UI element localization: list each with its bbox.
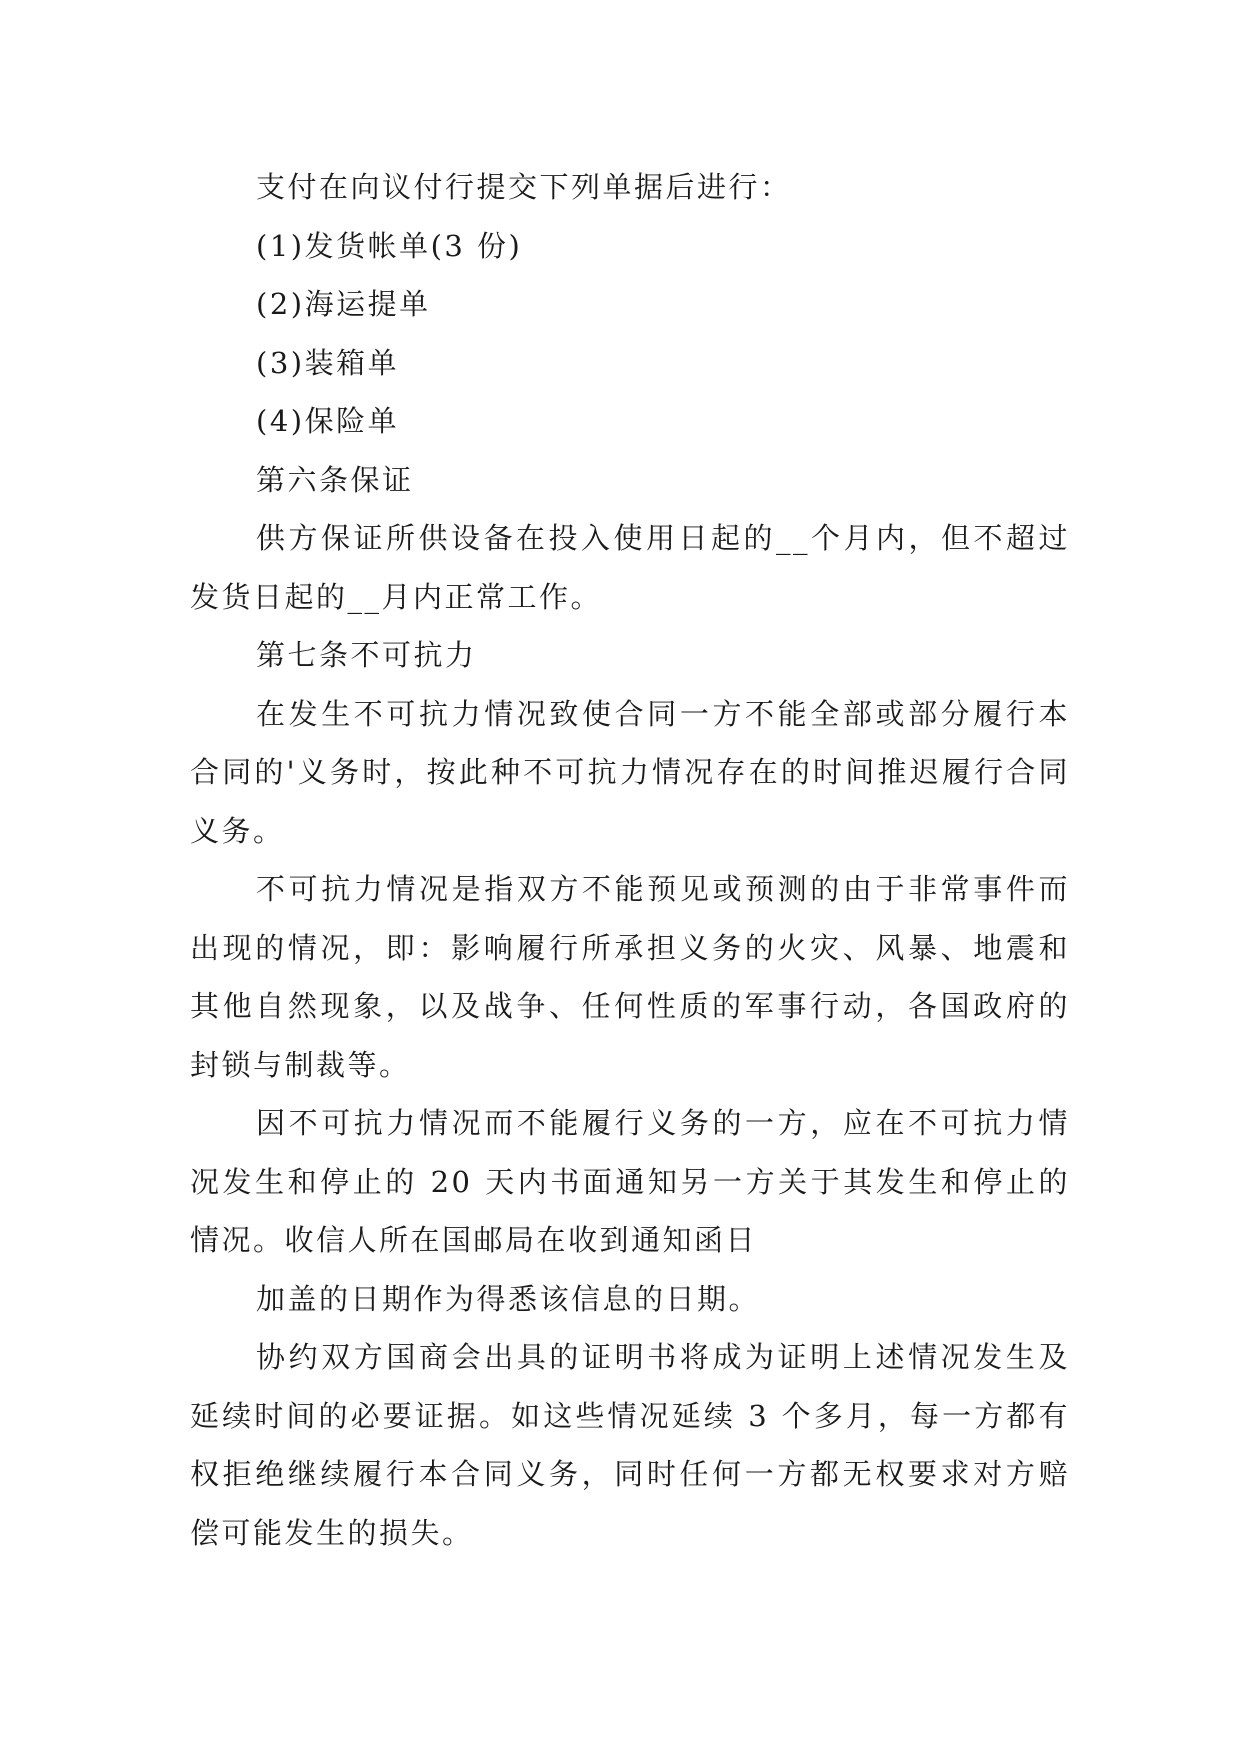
paragraph-item-packing-list: (3)装箱单 xyxy=(256,345,400,380)
section-heading-force-majeure: 第七条不可抗力 xyxy=(256,638,477,672)
section-heading-warranty: 第六条保证 xyxy=(256,462,414,497)
document-body xyxy=(190,158,1070,1562)
paragraph-force-majeure-notice: 因不可抗力情况而不能履行义务的一方，应在不可抗力情况发生和停止的 20 天内书面通知另一方关于其发生和停止的情况。收信人所在国邮局在收到通知函日 xyxy=(190,1106,1070,1257)
paragraph-item-bill-of-lading: (2)海运提单 xyxy=(256,287,431,321)
paragraph-force-majeure-definition: 不可抗力情况是指双方不能预见或预测的由于非常事件而出现的情况，即：影响履行所承担义务的火灾、风暴、地震和其他自然现象，以及战争、任何性质的军事行动，各国政府的封锁与制裁等。 xyxy=(190,872,1070,1082)
paragraph-force-majeure-delay: 在发生不可抗力情况致使合同一方不能全部或部分履行本合同的'义务时，按此种不可抗力情况存在的时间推迟履行合同义务。 xyxy=(190,696,1070,848)
paragraph-payment-intro: 支付在向议付行提交下列单据后进行： xyxy=(256,170,792,204)
paragraph-warranty: 供方保证所供设备在投入使用日起的__个月内，但不超过发货日起的__月内正常工作。 xyxy=(190,521,1070,614)
paragraph-item-insurance: (4)保险单 xyxy=(256,404,400,438)
paragraph-postmark-date: 加盖的日期作为得悉该信息的日期。 xyxy=(256,1281,761,1316)
paragraph-chamber-certificate: 协约双方国商会出具的证明书将成为证明上述情况发生及延续时间的必要证据。如这些情况延续 3 个多月，每一方都有权拒绝继续履行本合同义务，同时任何一方都无权要求对方赔偿可能发生的损失。 xyxy=(190,1340,1070,1550)
paragraph-item-invoice: (1)发货帐单(3 份) xyxy=(256,228,523,263)
